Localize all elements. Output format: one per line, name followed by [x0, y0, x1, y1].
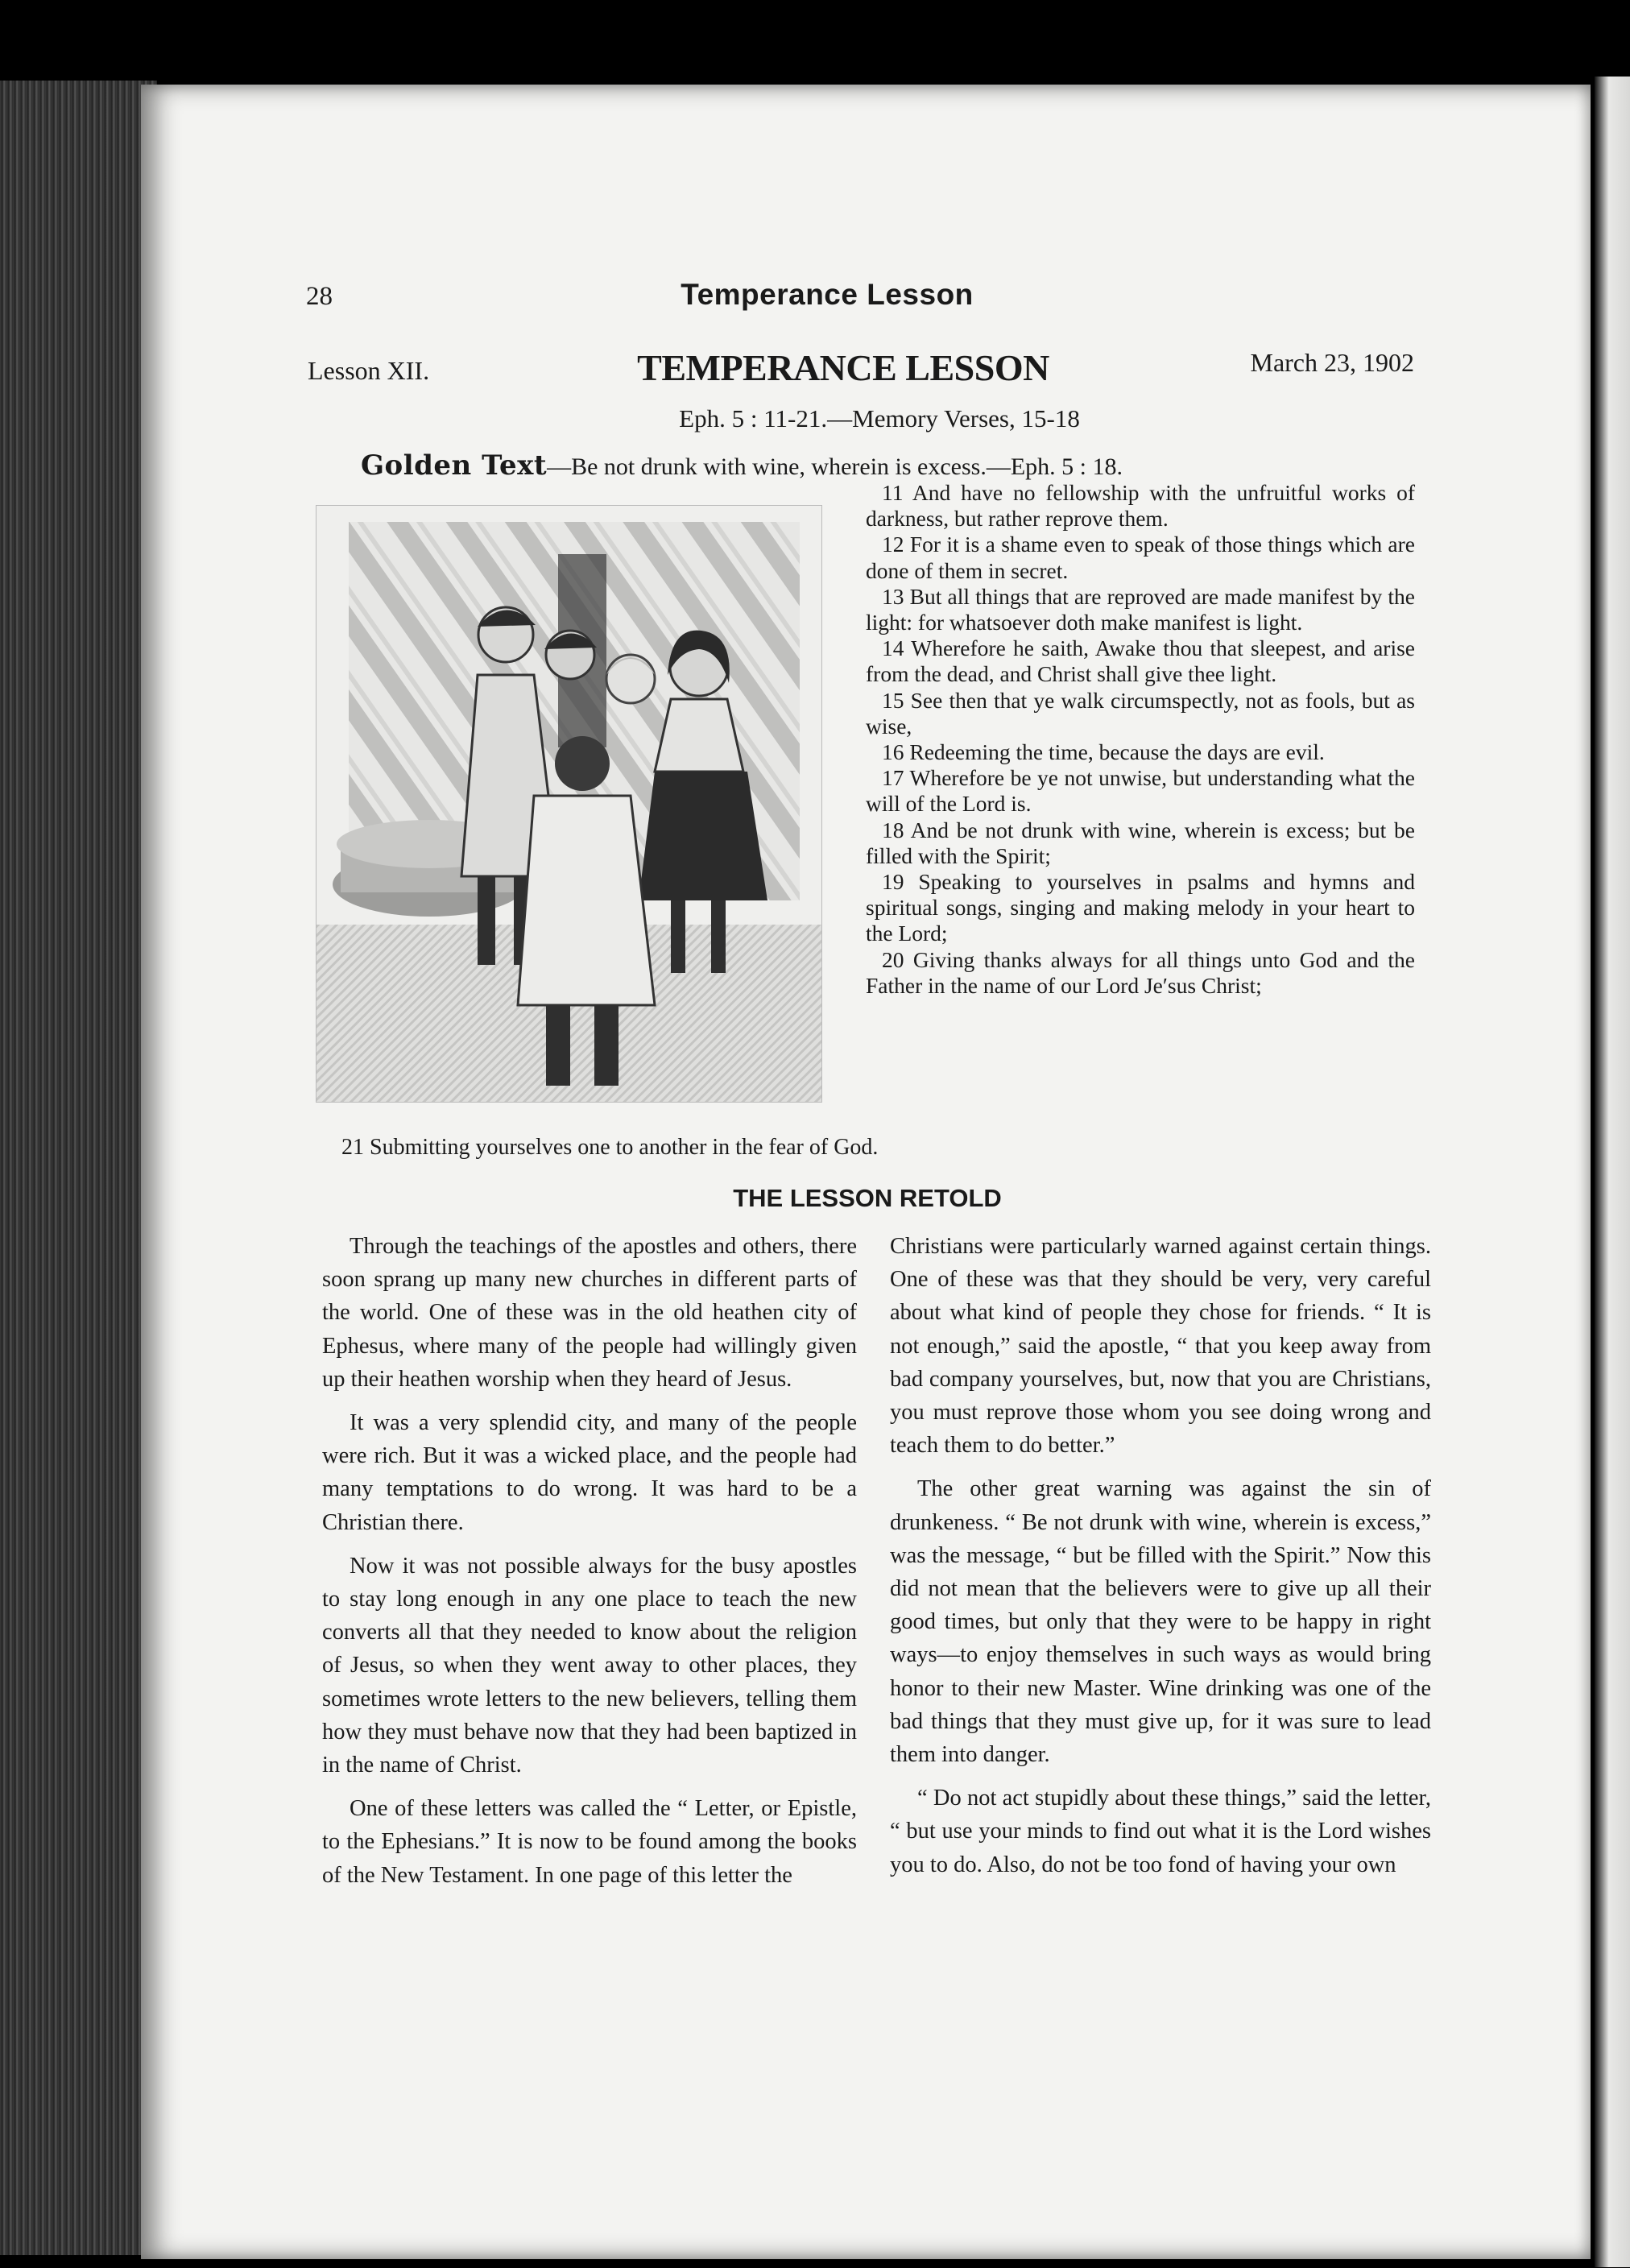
- golden-text-label: Golden Text: [361, 449, 548, 482]
- verse-14: 14 Wherefore he saith, Awake thou that sleepest, and arise from the dead, and Christ shall give thee light.: [866, 635, 1415, 687]
- retold-paragraph: Through the teachings of the apostles and others, there soon sprang up many new churches in different parts of the world. One of these was in the old heathen city of Ephesus, where many of the people had willingly given up their heathen worship when they heard of Jesus.: [322, 1234, 857, 1392]
- retold-paragraph: Now it was not possible always for the busy apostles to stay long enough in any one place to teach the new converts all that they needed to know about the religion of Jesus, so when they went away to other places, they sometimes wrote letters to the new believers, telling them how they must behave now that they had been baptized in in the name of Christ.: [322, 1553, 857, 1778]
- retold-paragraph: The other great warning was against the sin of drunkeness. “ Be not drunk with wine, wherein is excess,” was the message, “ but be filled with the Spirit.” Now this did not mean that the believers were to give up all their good times, but only that they were to be happy in right ways—to enjoy themselves in such ways as would bring honor to their new Master. Wine drinking was one of the bad things that they must give up, for it was sure to lead them into danger.: [890, 1476, 1431, 1768]
- verse-11: 11 And have no fellowship with the unfruitful works of darkness, but rather reprove them.: [866, 480, 1415, 532]
- verse-16: 16 Redeeming the time, because the days are evil.: [882, 739, 1325, 765]
- lesson-title: TEMPERANCE LESSON: [637, 347, 1049, 388]
- verse-18: 18 And be not drunk with wine, wherein is excess; but be filled with the Spirit;: [866, 817, 1415, 868]
- verse-20: 20 Giving thanks always for all things unto God and the Father in the name of our Lord Je′sus Christ;: [866, 946, 1415, 998]
- retold-paragraph-continued: Christians were particularly warned against certain things. One of these was that they should be very, very careful about what kind of people they chose for friends. “ It is not enough,” said the apostle, “ that you keep away from bad company yourselves, but, now that you are Christians, you must reprove those whom you see doing wrong and teach them to do better.”: [890, 1234, 1431, 1459]
- golden-text: [361, 449, 1123, 482]
- verse-19: 19 Speaking to yourselves in psalms and hymns and spiritual songs, singing and making melody in your heart to the Lord;: [866, 869, 1415, 946]
- verse-13: 13 But all things that are reproved are made manifest by the light: for whatsoever doth make manifest is light.: [866, 583, 1415, 635]
- retold-paragraph: One of these letters was called the “ Letter, or Epistle, to the Ephesians.” It is now to be found among the books of the New Testament. In one page of this letter the: [322, 1796, 857, 1888]
- page-number: 28: [306, 282, 333, 311]
- retold-paragraph: It was a very splendid city, and many of the people were rich. But it was a wicked place, and the people had many temptations to do wrong. It was hard to be a Christian there.: [322, 1410, 857, 1535]
- lesson-date: March 23, 1902: [1250, 348, 1414, 377]
- verses-block: [866, 480, 1415, 999]
- children-singing-illustration: [316, 505, 822, 1103]
- golden-text-body: —Be not drunk with wine, wherein is excess.—Eph. 5 : 18.: [547, 453, 1123, 480]
- retold-left-column: [322, 1230, 857, 1902]
- running-head: Temperance Lesson: [681, 278, 974, 311]
- lesson-retold-title: THE LESSON RETOLD: [733, 1184, 1002, 1212]
- verse-17: 17 Wherefore be ye not unwise, but understanding what the will of the Lord is.: [866, 765, 1415, 817]
- verse-21: 21 Submitting yourselves one to another in the fear of God.: [341, 1135, 879, 1160]
- lesson-number: Lesson XII.: [308, 356, 430, 385]
- scripture-reference: Eph. 5 : 11-21.—Memory Verses, 15-18: [679, 404, 1080, 432]
- retold-right-column: [890, 1230, 1431, 1892]
- verse-12: 12 For it is a shame even to speak of those things which are done of them in secret.: [866, 532, 1415, 583]
- retold-paragraph: “ Do not act stupidly about these things,” said the letter, “ but use your minds to find out what it is the Lord wishes you to do. Also, do not be too fond of having your own: [890, 1786, 1431, 1877]
- verse-15: 15 See then that ye walk circumspectly, not as fools, but as wise,: [866, 687, 1415, 739]
